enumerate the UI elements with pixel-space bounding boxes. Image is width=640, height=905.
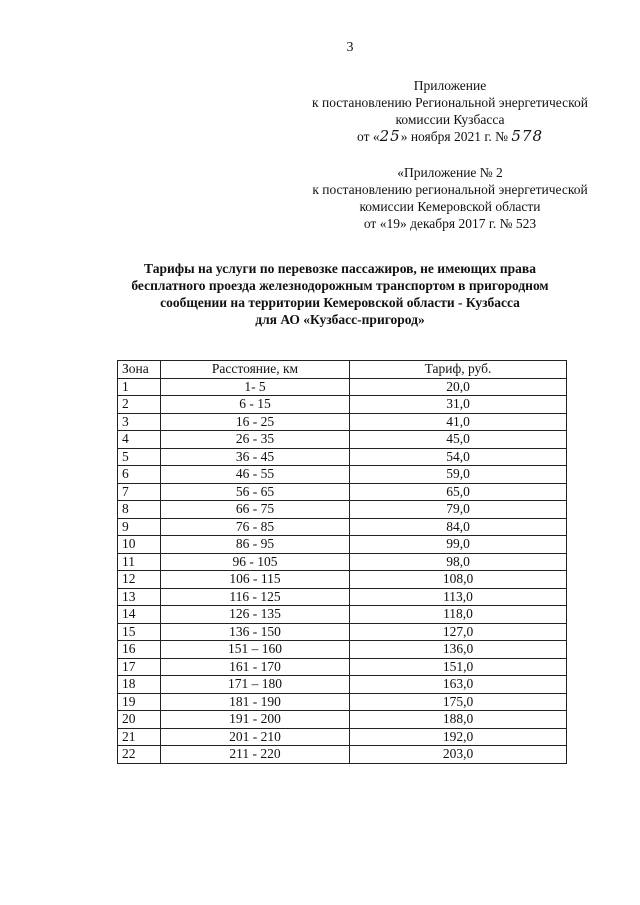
title-line-2: бесплатного проезда железнодорожным транспортом в пригородном [131,278,549,293]
table-row [118,536,567,554]
table-row [118,448,567,466]
table-row [118,431,567,449]
zone-cell: 12 [118,571,161,589]
tariff-cell: 203,0 [350,746,567,764]
tariff-cell: 163,0 [350,676,567,694]
distance-cell: 181 - 190 [161,693,350,711]
zone-cell: 10 [118,536,161,554]
table-row [118,728,567,746]
distance-cell: 86 - 95 [161,536,350,554]
tariff-cell: 45,0 [350,431,567,449]
tariff-table-body [118,378,567,763]
zone-cell: 2 [118,396,161,414]
zone-cell: 15 [118,623,161,641]
zone-cell: 9 [118,518,161,536]
table-row [118,641,567,659]
tariff-cell: 31,0 [350,396,567,414]
tariff-cell: 118,0 [350,606,567,624]
distance-cell: 1- 5 [161,378,350,396]
distance-cell: 16 - 25 [161,413,350,431]
zone-cell: 11 [118,553,161,571]
zone-cell: 1 [118,378,161,396]
table-row [118,466,567,484]
distance-cell: 26 - 35 [161,431,350,449]
zone-cell: 22 [118,746,161,764]
page-number: 3 [346,40,354,55]
table-row [118,483,567,501]
annex-date-line [290,128,610,145]
table-row [118,658,567,676]
title-line-1: Тарифы на услуги по перевозке пассажиров, не имеющих права [144,261,536,276]
distance-cell: 56 - 65 [161,483,350,501]
header-zone: Зона [118,361,161,379]
tariff-cell: 41,0 [350,413,567,431]
zone-cell: 18 [118,676,161,694]
distance-cell: 161 - 170 [161,658,350,676]
distance-cell: 106 - 115 [161,571,350,589]
original-annex-resolution-line: к постановлению региональной энергетической [312,182,588,197]
table-row [118,693,567,711]
tariff-cell: 54,0 [350,448,567,466]
original-annex-commission-line: комиссии Кемеровской области [359,199,541,214]
zone-cell: 8 [118,501,161,519]
original-annex-header [290,164,610,232]
zone-cell: 3 [118,413,161,431]
tariff-cell: 175,0 [350,693,567,711]
distance-cell: 76 - 85 [161,518,350,536]
table-row [118,606,567,624]
table-row [118,746,567,764]
annex-label: Приложение [413,78,487,93]
zone-cell: 16 [118,641,161,659]
tariff-cell: 59,0 [350,466,567,484]
annex-resolution-line: к постановлению Региональной энергетической [312,95,588,110]
distance-cell: 126 - 135 [161,606,350,624]
distance-cell: 151 – 160 [161,641,350,659]
zone-cell: 20 [118,711,161,729]
zone-cell: 14 [118,606,161,624]
tariff-table [117,360,567,764]
distance-cell: 66 - 75 [161,501,350,519]
zone-cell: 6 [118,466,161,484]
annex-date-day-handwritten: 25 [379,127,401,145]
annex-commission-line: комиссии Кузбасса [395,112,505,127]
zone-cell: 4 [118,431,161,449]
tariff-cell: 113,0 [350,588,567,606]
table-row [118,396,567,414]
distance-cell: 191 - 200 [161,711,350,729]
original-annex-date-line: от «19» декабря 2017 г. № 523 [363,216,537,231]
distance-cell: 116 - 125 [161,588,350,606]
annex-header [290,77,610,145]
zone-cell: 21 [118,728,161,746]
distance-cell: 36 - 45 [161,448,350,466]
tariff-cell: 188,0 [350,711,567,729]
tariff-cell: 136,0 [350,641,567,659]
tariff-cell: 108,0 [350,571,567,589]
table-row [118,676,567,694]
tariff-cell: 20,0 [350,378,567,396]
distance-cell: 96 - 105 [161,553,350,571]
annex-number-handwritten: 578 [511,127,543,145]
tariff-cell: 99,0 [350,536,567,554]
table-row [118,623,567,641]
tariff-cell: 127,0 [350,623,567,641]
distance-cell: 136 - 150 [161,623,350,641]
annex-date-suffix: » ноября 2021 г. № [400,129,508,144]
table-row [118,711,567,729]
document-title [110,260,570,328]
tariff-cell: 98,0 [350,553,567,571]
table-header-row [118,361,567,379]
table-row [118,553,567,571]
header-distance: Расстояние, км [161,361,350,379]
tariff-cell: 84,0 [350,518,567,536]
distance-cell: 6 - 15 [161,396,350,414]
tariff-cell: 192,0 [350,728,567,746]
title-line-3: сообщении на территории Кемеровской области - Кузбасса [160,295,520,310]
zone-cell: 7 [118,483,161,501]
table-row [118,588,567,606]
tariff-cell: 65,0 [350,483,567,501]
distance-cell: 46 - 55 [161,466,350,484]
table-row [118,378,567,396]
zone-cell: 19 [118,693,161,711]
title-line-4: для АО «Кузбасс-пригород» [255,312,425,327]
header-tariff: Тариф, руб. [350,361,567,379]
table-row [118,413,567,431]
distance-cell: 171 – 180 [161,676,350,694]
zone-cell: 17 [118,658,161,676]
tariff-cell: 79,0 [350,501,567,519]
distance-cell: 201 - 210 [161,728,350,746]
table-row [118,571,567,589]
tariff-cell: 151,0 [350,658,567,676]
distance-cell: 211 - 220 [161,746,350,764]
annex-date-prefix: от « [357,129,380,144]
table-row [118,501,567,519]
original-annex-label: «Приложение № 2 [397,165,503,180]
zone-cell: 13 [118,588,161,606]
table-row [118,518,567,536]
zone-cell: 5 [118,448,161,466]
